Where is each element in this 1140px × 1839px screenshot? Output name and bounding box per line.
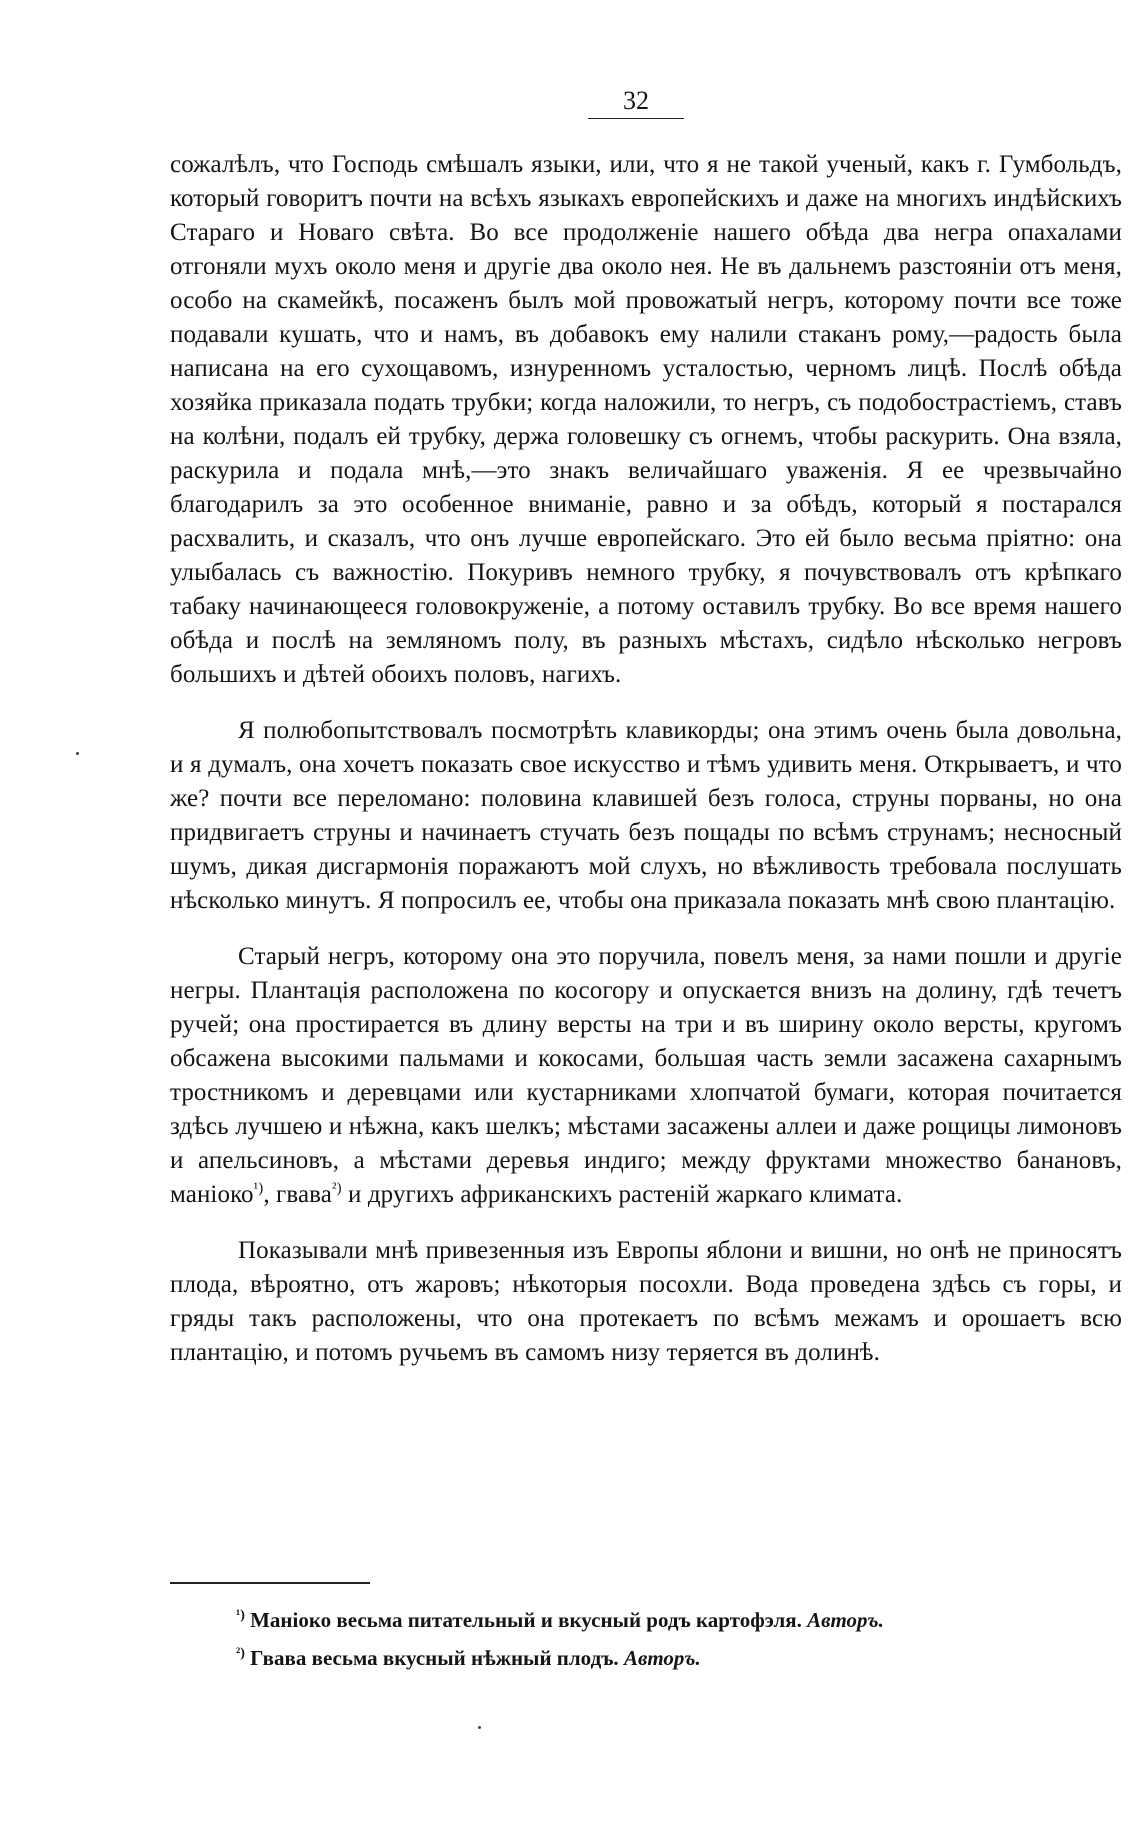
ink-speck [478,1726,481,1729]
footnotes [236,1604,1056,1680]
footnote-1-author: Авторъ. [807,1608,884,1632]
page-number: 32 [588,84,684,119]
footnote-1-marker: ¹) [236,1608,245,1623]
footnote-2-marker: ²) [236,1646,245,1661]
footnote-2-author: Авторъ. [623,1646,701,1670]
footnote-2 [236,1642,1056,1674]
paragraph-plantation [170,940,1122,1212]
plantation-text-start: Старый негръ, которому она это поручила, повелъ меня, за нами пошли и другіе негры. Плантація расположена по косогору и опускается внизъ на долину, гдѣ течетъ ручей; она простирается въ длину версты на три и въ ширину около версты, кругомъ обсажена высокими пальмами и кокосами, большая часть земли засажена сахарнымъ тростникомъ и деревцами или кустарниками хлопчатой бумаги, которая почитается здѣсь лучшею и нѣжна, какъ шелкъ; мѣстами засажены аллеи и даже рощицы лимоновъ и апельсиновъ, а мѣстами деревья индиго; между фруктами множество банановъ, маніоко [170,943,1122,1208]
footnote-marker-2: ²) [331,1180,342,1197]
plantation-text-end: и другихъ африканскихъ растеній жаркаго климата. [341,1181,903,1208]
paragraph-dinner: сожалѣлъ, что Господь смѣшалъ языки, или, что я не такой ученый, какъ г. Гумбольдъ, который говоритъ почти на всѣхъ языкахъ европейскихъ и даже на многихъ индѣйскихъ Стараго и Новаго свѣта. Во все продолженіе нашего обѣда два негра опахалами отгоняли мухъ около меня и другіе два около нея. Не въ дальнемъ разстояніи отъ меня, особо на скамейкѣ, посаженъ былъ мой провожатый негръ, которому почти все тоже подавали кушать, что и намъ, въ добавокъ ему налили стаканъ рому,—радость была написана на его сухощавомъ, изнуренномъ усталостью, черномъ лицѣ. Послѣ обѣда хозяйка приказала подать трубки; когда наложили, то негръ, съ подобострастіемъ, ставъ на колѣни, подалъ ей трубку, держа головешку съ огнемъ, чтобы раскурить. Она взяла, раскурила и подала мнѣ,—это знакъ величайшаго уваженія. Я ее чрезвычайно благодарилъ за это особенное вниманіе, равно и за обѣдъ, который я постарался расхвалить, и сказалъ, что онъ лучше европейскаго. Это ей было весьма пріятно: она улыбалась съ важностію. Покуривъ немного трубку, я почувствовалъ отъ крѣпкаго табаку начинающееся головокруженіе, а потому оставилъ трубку. Во все время нашего обѣда и послѣ на земляномъ полу, въ разныхъ мѣстахъ, сидѣло нѣсколько негровъ большихъ и дѣтей обоихъ половъ, нагихъ. [170,151,1122,688]
ink-speck [76,752,79,755]
footnote-2-text: Гвава весьма вкусный нѣжный плодъ. [244,1646,624,1670]
body-text [170,148,1122,1370]
plantation-text-middle: , гвава [263,1181,332,1208]
footnote-1 [236,1604,1056,1636]
paragraph-orchard: Показывали мнѣ привезенныя изъ Европы яблони и вишни, но онѣ не приносятъ плода, вѣроятно, отъ жаровъ; нѣкоторыя посохли. Вода проведена здѣсь съ горы, и гряды такъ расположены, что она протекаетъ по всѣмъ межамъ и орошаетъ всю плантацію, и потомъ ручьемъ въ самомъ низу теряется въ долинѣ. [170,1237,1122,1366]
footnote-marker-1: ¹) [253,1180,264,1197]
footnote-divider [170,1582,370,1584]
footnote-1-text: Маніоко весьма питательный и вкусный родъ картофэля. [244,1608,808,1632]
paragraph-clavichord: Я полюбопытствовалъ посмотрѣть клавикорды; она этимъ очень была довольна, и я думалъ, она хочетъ показать свое искусство и тѣмъ удивить меня. Открываетъ, и что же? почти все переломано: половина клавишей безъ голоса, струны порваны, но она придвигаетъ струны и начинаетъ стучать безъ пощады по всѣмъ струнамъ; несносный шумъ, дикая дисгармонія поражаютъ мой слухъ, но вѣжливость требовала послушать нѣсколько минутъ. Я попросилъ ее, чтобы она приказала показать мнѣ свою плантацію. [170,717,1122,914]
